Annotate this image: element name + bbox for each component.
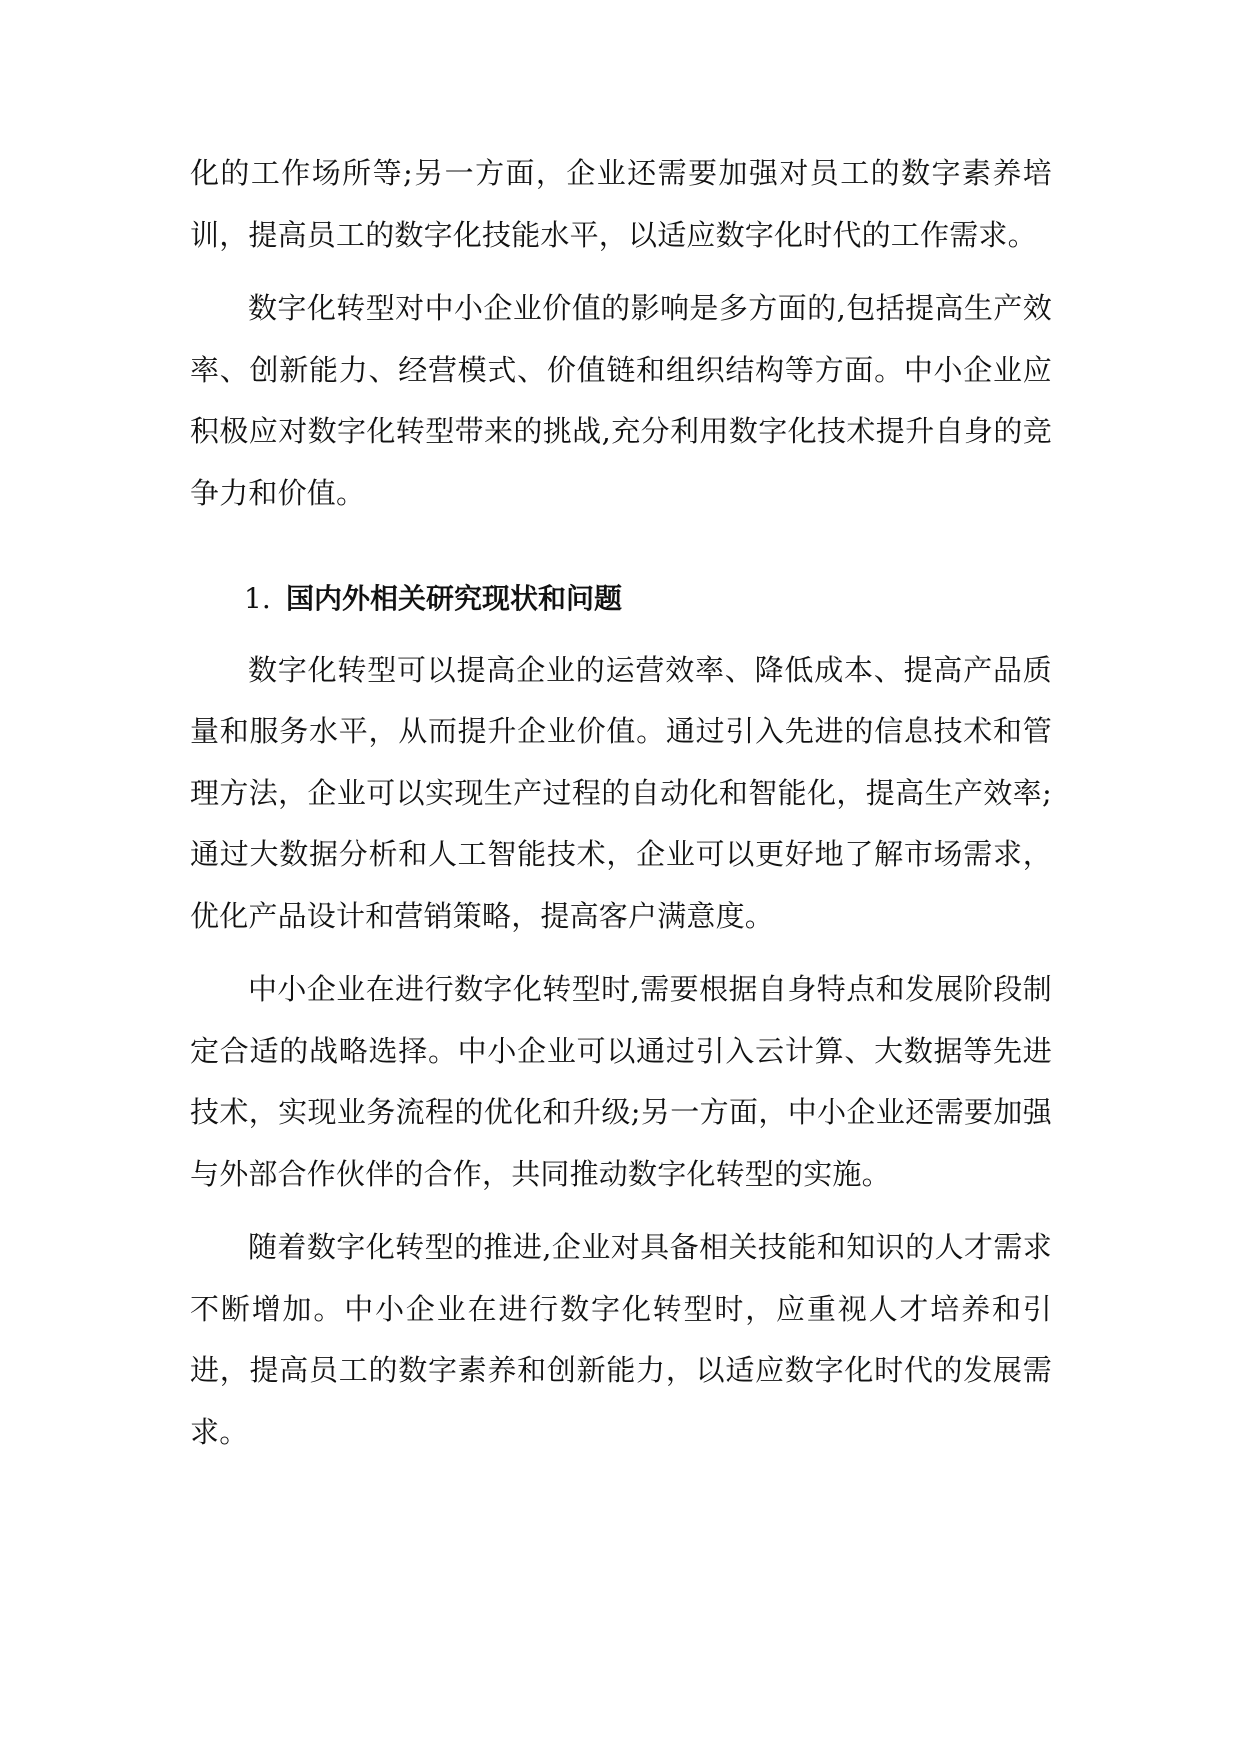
paragraph-strategy-choice: 中小企业在进行数字化转型时,需要根据自身特点和发展阶段制定合适的战略选择。中小企业可以通过引入云计算、大数据等先进技术，实现业务流程的优化和升级;另一方面，中小企业还需要加强与外部合作伙伴的合作，共同推动数字化转型的实施。	[190, 972, 1052, 1191]
paragraph-operational-efficiency: 数字化转型可以提高企业的运营效率、降低成本、提高产品质量和服务水平，从而提升企业价值。通过引入先进的信息技术和管理方法，企业可以实现生产过程的自动化和智能化，提高生产效率;通过大数据分析和人工智能技术，企业可以更好地了解市场需求，优化产品设计和营销策略，提高客户满意度。	[190, 652, 1052, 933]
paragraph-talent-demand: 随着数字化转型的推进,企业对具备相关技能和知识的人才需求不断增加。中小企业在进行数字化转型时，应重视人才培养和引进，提高员工的数字素养和创新能力，以适应数字化时代的发展需求。	[190, 1230, 1052, 1449]
section-heading	[190, 568, 1052, 630]
section-number: 1.	[244, 582, 271, 615]
section-title: 国内外相关研究现状和问题	[286, 582, 623, 615]
paragraph-value-impact: 数字化转型对中小企业价值的影响是多方面的,包括提高生产效率、创新能力、经营模式、价值链和组织结构等方面。中小企业应积极应对数字化转型带来的挑战,充分利用数字化技术提升自身的竞争力和价值。	[190, 291, 1052, 510]
paragraph-continued: 化的工作场所等;另一方面，企业还需要加强对员工的数字素养培训，提高员工的数字化技能水平，以适应数字化时代的工作需求。	[190, 156, 1052, 252]
document-body	[190, 143, 1052, 1463]
